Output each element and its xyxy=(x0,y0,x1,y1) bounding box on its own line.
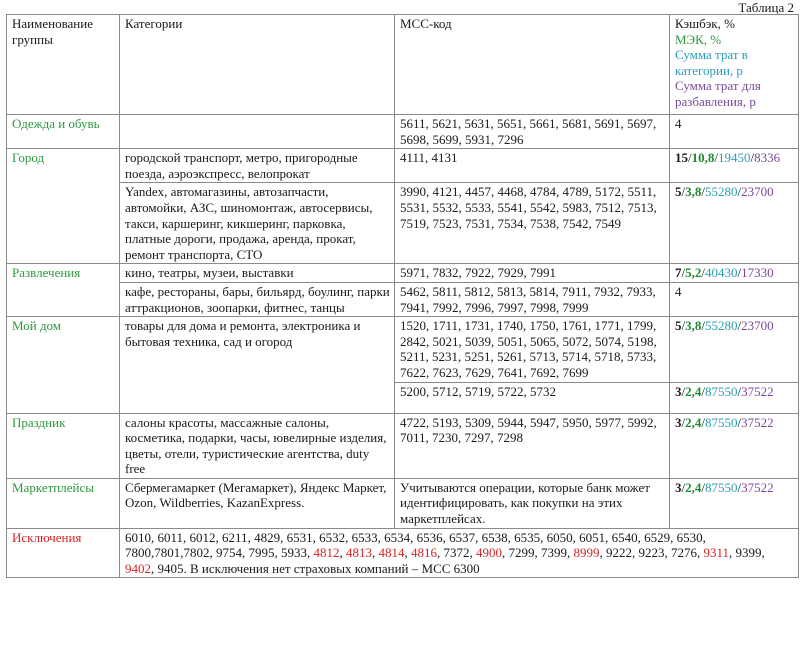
mcc-cell: Учитываются операции, которые банк может идентифицировать, как покупки на этих маркетплейсах. xyxy=(395,478,670,528)
cashback-cell: 4 xyxy=(670,282,799,316)
dilution-value: 37522 xyxy=(741,414,774,430)
cashback-value: 3 xyxy=(675,414,682,430)
exclusion-code: 6535 xyxy=(514,529,541,545)
mcc-cell: 4111, 4131 xyxy=(395,149,670,183)
exclusion-code: 6531 xyxy=(286,529,313,545)
header-cashback: Кэшбэк, % xyxy=(675,16,735,31)
cashback-cell: 5/3,8/55280/23700 xyxy=(670,317,799,382)
cashback-cell: 3/2,4/87550/37522 xyxy=(670,382,799,413)
exclusion-codes: 6010, 6011, 6012, 6211, 4829, 6531, 6532, 6533, 6534, 6536, 6537, 6538, 6535, 6050, 6051, 6540, 6529, 6530, 7800,7801,7802, 9754, 7995, 5933, 4812, 4813, 4814, 4816, 7372, 4900, 7299, 7399, 8999, 9222, 9223, 7276, 9311, 9399, 9402, 9405. xyxy=(125,529,765,576)
table-row xyxy=(7,478,799,528)
dilution-value: 37522 xyxy=(741,383,774,399)
table-row xyxy=(7,149,799,183)
exclusion-code: 9405 xyxy=(157,560,184,576)
categories-cell xyxy=(120,115,395,149)
mek-value: 3,8 xyxy=(685,318,702,334)
header-mek: МЭК, % xyxy=(675,31,722,47)
exclusion-code: 6532 xyxy=(319,529,346,545)
dilution-value: 37522 xyxy=(741,479,774,495)
group-clothes: Одежда и обувь xyxy=(7,115,120,149)
categories-cell: салоны красоты, массажные салоны, косметика, подарки, часы, ювелирные изделия, цветы, отели, туристические агентства, duty free xyxy=(120,413,395,478)
cashback-value: 7 xyxy=(675,265,682,281)
mek-value: 2,4 xyxy=(685,479,702,495)
exclusion-code: 4814 xyxy=(378,545,405,561)
exclusion-code: 7801 xyxy=(154,545,181,561)
cashback-cell: 3/2,4/87550/37522 xyxy=(670,413,799,478)
dilution-value: 23700 xyxy=(741,184,774,200)
mek-value: 2,4 xyxy=(685,414,702,430)
exclusion-code: 5933 xyxy=(281,545,307,561)
exclusion-code: 9311 xyxy=(703,545,730,561)
exclusion-code: 4900 xyxy=(476,545,502,561)
group-home: Мой дом xyxy=(7,317,120,413)
cashback-table xyxy=(6,14,799,578)
dilution-value: 17330 xyxy=(741,265,774,281)
header-categories: Категории xyxy=(120,15,395,115)
exclusion-code: 6011 xyxy=(157,529,184,545)
mcc-cell: 5971, 7832, 7922, 7929, 7991 xyxy=(395,264,670,283)
mcc-cell: 1520, 1711, 1731, 1740, 1750, 1761, 1771, 1799, 2842, 5021, 5039, 5051, 5065, 5072, 5074, 5198, 5211, 5231, 5251, 5261, 5713, 5714, 5718, 5733, 7622, 7623, 7629, 7641, 7692, 7699 xyxy=(395,317,670,382)
exclusion-code: 4813 xyxy=(346,545,372,561)
header-cashback-cell xyxy=(670,15,799,115)
header-group: Наименование группы xyxy=(7,15,120,115)
header-mcc: МСС-код xyxy=(395,15,670,115)
cashback-cell: 7/5,2/40430/17330 xyxy=(670,264,799,283)
group-holiday: Праздник xyxy=(7,413,120,478)
cashback-value: 3 xyxy=(675,383,682,399)
mcc-cell: 3990, 4121, 4457, 4468, 4784, 4789, 5172, 5511, 5531, 5532, 5533, 5541, 5542, 5983, 7512, 7513, 7519, 7523, 7531, 7534, 7538, 7542, 7549 xyxy=(395,183,670,264)
cashback-value: 3 xyxy=(675,479,682,495)
sum-value: 87550 xyxy=(705,383,738,399)
mcc-cell: 4722, 5193, 5309, 5944, 5947, 5950, 5977, 5992, 7011, 7230, 7297, 7298 xyxy=(395,413,670,478)
exclusion-code: 7372 xyxy=(443,545,470,561)
table-caption: Таблица 2 xyxy=(738,0,794,15)
sum-value: 87550 xyxy=(705,414,738,430)
cashback-value: 15 xyxy=(675,150,688,166)
sum-value: 40430 xyxy=(705,265,738,281)
exclusion-code: 6536 xyxy=(416,529,443,545)
exclusion-code: 7802 xyxy=(183,545,210,561)
group-fun: Развлечения xyxy=(7,264,120,317)
table-row xyxy=(7,528,799,578)
table-row xyxy=(7,282,799,316)
sum-value: 19450 xyxy=(718,150,751,166)
mek-value: 3,8 xyxy=(685,184,702,200)
table-row xyxy=(7,413,799,478)
exclusion-code: 6529 xyxy=(644,529,671,545)
cashback-value: 5 xyxy=(675,184,682,200)
header-sum-category: Сумма трат в категории, р xyxy=(675,47,748,78)
exclusion-code: 7399 xyxy=(541,545,567,561)
header-sum-dilution: Сумма трат для разбавления, р xyxy=(675,78,761,109)
table-row xyxy=(7,317,799,382)
exclusion-code: 9399 xyxy=(735,545,762,561)
exclusions-cell xyxy=(120,528,799,578)
mcc-cell: 5200, 5712, 5719, 5722, 5732 xyxy=(395,382,670,413)
exclusion-code: 6537 xyxy=(449,529,476,545)
exclusion-code: 6010 xyxy=(125,529,151,545)
table-row xyxy=(7,115,799,149)
mek-value: 5,2 xyxy=(685,265,702,281)
sum-value: 55280 xyxy=(705,318,738,334)
exclusion-code: 9754 xyxy=(216,545,242,561)
exclusion-code: 6051 xyxy=(579,529,606,545)
exclusion-code: 7276 xyxy=(671,545,697,561)
mcc-cell: 5611, 5621, 5631, 5651, 5661, 5681, 5691, 5697, 5698, 5699, 5931, 7296 xyxy=(395,115,670,149)
exclusion-code: 9222 xyxy=(606,545,632,561)
categories-cell: Yandex, автомагазины, автозапчасти, автомойки, АЗС, шиномонтаж, автосервисы, такси, каршеринг, кикшеринг, парковка, платные дороги, продажа, аренда, прокат, ремонт транспорта, СТО xyxy=(120,183,395,264)
cashback-cell: 3/2,4/87550/37522 xyxy=(670,478,799,528)
categories-cell: товары для дома и ремонта, электроника и бытовая техника, сад и огород xyxy=(120,317,395,413)
header-row xyxy=(7,15,799,115)
exclusion-code: 4829 xyxy=(254,529,281,545)
exclusion-code: 6050 xyxy=(546,529,573,545)
categories-cell: городской транспорт, метро, пригородные поезда, аэроэкспресс, велопрокат xyxy=(120,149,395,183)
exclusions-note: В исключения нет страховых компаний – МСС 6300 xyxy=(190,560,480,576)
exclusion-code: 6533 xyxy=(351,529,378,545)
cashback-cell: 5/3,8/55280/23700 xyxy=(670,183,799,264)
categories-cell: кафе, рестораны, бары, бильярд, боулинг, парки аттракционов, зоопарки, фитнес, танцы xyxy=(120,282,395,316)
mcc-cell: 5462, 5811, 5812, 5813, 5814, 7911, 7932, 7933, 7941, 7992, 7996, 7997, 7998, 7999 xyxy=(395,282,670,316)
exclusion-code: 7995 xyxy=(248,545,275,561)
exclusion-code: 6534 xyxy=(384,529,411,545)
exclusion-code: 9223 xyxy=(638,545,665,561)
mek-value: 2,4 xyxy=(685,383,702,399)
dilution-value: 8336 xyxy=(754,150,781,166)
exclusion-code: 9402 xyxy=(125,560,151,576)
mek-value: 10,8 xyxy=(691,150,715,166)
table-row xyxy=(7,264,799,283)
cashback-value: 5 xyxy=(675,318,682,334)
exclusion-code: 6530 xyxy=(676,529,703,545)
exclusion-code: 6012 xyxy=(189,529,216,545)
cashback-cell: 15/10,8/19450/8336 xyxy=(670,149,799,183)
exclusion-code: 4812 xyxy=(313,545,340,561)
exclusion-code: 6540 xyxy=(611,529,638,545)
exclusion-code: 6538 xyxy=(481,529,508,545)
cashback-cell: 4 xyxy=(670,115,799,149)
sum-value: 55280 xyxy=(705,184,738,200)
group-exclusions: Исключения xyxy=(7,528,120,578)
exclusion-code: 4816 xyxy=(411,545,437,561)
exclusion-code: 8999 xyxy=(573,545,600,561)
dilution-value: 23700 xyxy=(741,318,774,334)
exclusion-code: 7299 xyxy=(508,545,535,561)
categories-cell: Сбермегамаркет (Мегамаркет), Яндекс Маркет, Ozon, Wildberries, KazanExpress. xyxy=(120,478,395,528)
group-city: Город xyxy=(7,149,120,264)
exclusion-code: 7800 xyxy=(125,545,151,561)
group-marketplaces: Маркетплейсы xyxy=(7,478,120,528)
table-row xyxy=(7,183,799,264)
categories-cell: кино, театры, музеи, выставки xyxy=(120,264,395,283)
exclusion-code: 6211 xyxy=(222,529,248,545)
sum-value: 87550 xyxy=(705,479,738,495)
